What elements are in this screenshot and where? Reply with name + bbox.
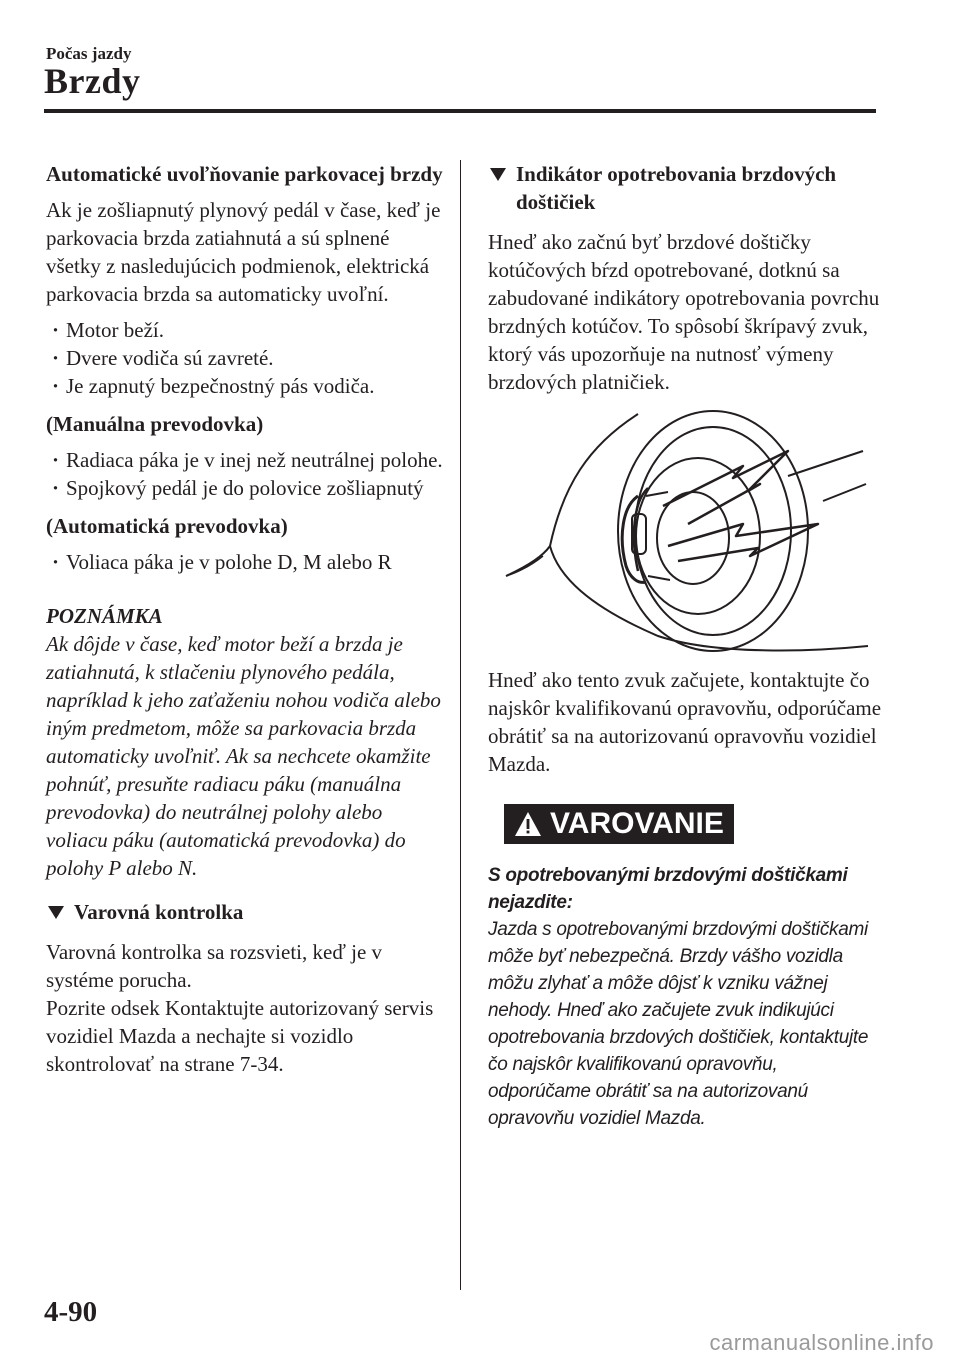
column-divider: [460, 160, 461, 1290]
list-item: · Spojkový pedál je do polovice zošliapnutý: [46, 474, 446, 502]
note-title: POZNÁMKA: [46, 604, 163, 628]
triangle-bullet-icon: [48, 906, 64, 919]
note-body: Ak dôjde v čase, keď motor beží a brzda je zatiahnutá, k stlačeniu plynového pedála, napríklad k jeho zaťaženiu nohou vodiča alebo iným predmetom, môže sa parkovacia brzda automaticky uvoľniť. Ak sa nechcete okamžite pohnúť, presuňte radiacu páku (manuálna prevodovka) do neutrálnej polohy alebo voliacu páku (automatická prevodovka) do polohy P alebo N.: [46, 632, 441, 880]
list-item: · Voliaca páka je v polohe D, M alebo R: [46, 548, 446, 576]
auto-list: [46, 548, 446, 576]
header-rule: [44, 109, 876, 113]
auto-heading: (Automatická prevodovka): [46, 514, 288, 538]
list-item: · Je zapnutý bezpečnostný pás vodiča.: [46, 372, 446, 400]
watermark: carmanualsonline.info: [709, 1330, 934, 1355]
list-item: · Motor beží.: [46, 316, 446, 344]
pad-wear-heading-text: Indikátor opotrebovania brzdových doštičiek: [516, 162, 837, 214]
right-column: [488, 160, 883, 1132]
warning-light-heading: [46, 898, 446, 926]
warning-badge: [504, 804, 734, 844]
auto-release-intro: Ak je zošliapnutý plynový pedál v čase, keď je parkovacia brzda zatiahnutá a sú splnené všetky z nasledujúcich podmienok, elektrická parkovacia brzda sa automaticky uvoľní.: [46, 198, 441, 306]
warning-light-text-2: Pozrite odsek Kontaktujte autorizovaný servis vozidiel Mazda a nechajte si vozidlo skontrolovať na strane 7-34.: [46, 996, 434, 1076]
warning-badge-label: VAROVANIE: [550, 807, 724, 840]
warning-light-heading-text: Varovná kontrolka: [74, 900, 244, 924]
left-column: [46, 160, 446, 1086]
warning-triangle-icon: [514, 811, 542, 837]
triangle-bullet-icon: [490, 168, 506, 181]
section-label: Počas jazdy: [46, 44, 132, 63]
warning-heading: S opotrebovanými brzdovými doštičkami nejazdite:: [488, 865, 848, 913]
warning-light-text-1: Varovná kontrolka sa rozsvieti, keď je v systéme porucha.: [46, 940, 383, 992]
brake-disc-illustration: [488, 406, 868, 656]
manual-list: [46, 446, 446, 502]
auto-release-heading: Automatické uvoľňovanie parkovacej brzdy: [46, 162, 443, 186]
brake-wear-noise-icon: [488, 406, 868, 656]
warning-body: Jazda s opotrebovanými brzdovými doštičkami môže byť nebezpečná. Brzdy vášho vozidla môžu zlyhať a môže dôjsť k vzniku vážnej nehody. Hneď ako začujete zvuk indikujúci opotrebovania brzdových doštičiek, kontaktujte čo najskôr kvalifikovanú opravovňu, odporúčame obrátiť sa na autorizovanú opravovňu vozidiel Mazda.: [488, 919, 869, 1129]
pad-wear-heading: [488, 160, 883, 216]
pad-wear-text-2: Hneď ako tento zvuk začujete, kontaktujte čo najskôr kvalifikovanú opravovňu, odporúčame obrátiť sa na autorizovanú opravovňu vozidiel Mazda.: [488, 668, 882, 776]
conditions-list: [46, 316, 446, 400]
list-item: · Radiaca páka je v inej než neutrálnej polohe.: [46, 446, 446, 474]
page-number: 4-90: [44, 1296, 98, 1328]
list-item: · Dvere vodiča sú zavreté.: [46, 344, 446, 372]
pad-wear-text-1: Hneď ako začnú byť brzdové doštičky kotúčových bŕzd opotrebované, dotknú sa zabudované indikátory opotrebovania povrchu brzdných kotúčov. To spôsobí škrípavý zvuk, ktorý vás upozorňuje na nutnosť výmeny brzdových platničiek.: [488, 230, 880, 394]
manual-heading: (Manuálna prevodovka): [46, 412, 264, 436]
page-title: Brzdy: [44, 61, 141, 101]
